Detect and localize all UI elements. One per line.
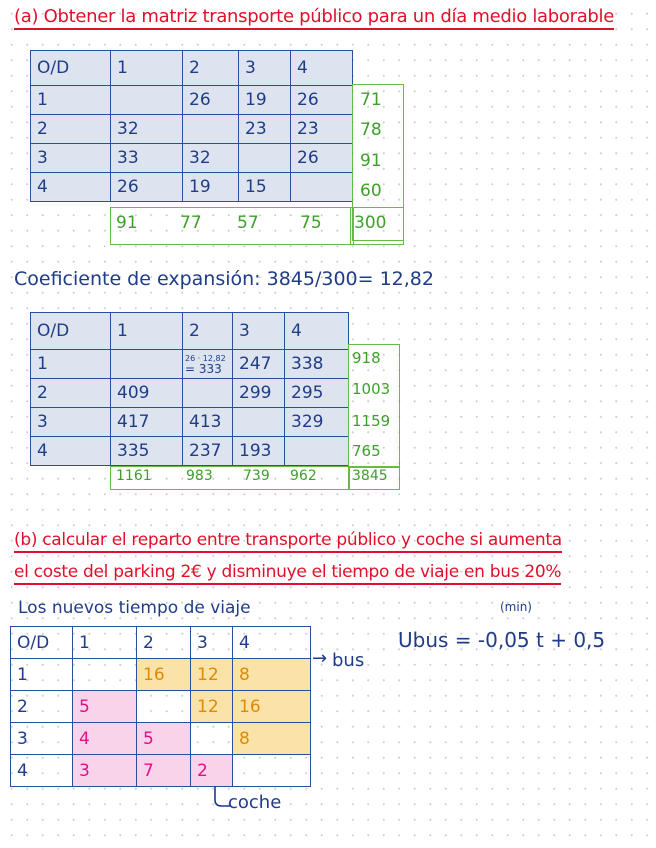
header-cell: 1 bbox=[79, 632, 90, 653]
row-label: 2 bbox=[37, 119, 48, 139]
header-cell: O/D bbox=[17, 632, 50, 653]
table-cell: 26 bbox=[117, 177, 139, 197]
row-total: 765 bbox=[352, 442, 381, 460]
table-cell: 23 bbox=[297, 119, 319, 139]
table-cell: 413 bbox=[189, 412, 222, 432]
car-label: coche bbox=[228, 792, 282, 813]
table-cell bbox=[285, 441, 291, 461]
grand-total: 300 bbox=[354, 213, 387, 233]
table-cell: 19 bbox=[189, 177, 211, 197]
table-cell bbox=[73, 665, 79, 685]
table-cell: 409 bbox=[117, 383, 150, 403]
header-cell: 4 bbox=[291, 321, 302, 341]
header-cell: 2 bbox=[143, 632, 154, 653]
table-cell: 335 bbox=[117, 441, 150, 461]
table-row bbox=[11, 755, 311, 787]
row-label: 2 bbox=[37, 383, 48, 403]
bus-label: bus bbox=[332, 650, 365, 671]
od-matrix-expanded bbox=[30, 312, 349, 466]
column-total: 1161 bbox=[116, 468, 152, 484]
table-row bbox=[11, 691, 311, 723]
table-cell: 15 bbox=[245, 177, 267, 197]
table-cell bbox=[233, 412, 239, 432]
expansion-coefficient: Coeficiente de expansión: 3845/300= 12,82 bbox=[14, 268, 434, 290]
column-total: 962 bbox=[290, 468, 317, 484]
row-label: 4 bbox=[17, 760, 28, 781]
table-cell bbox=[111, 90, 117, 110]
row-label: 3 bbox=[37, 148, 48, 168]
row-label: 2 bbox=[17, 696, 28, 717]
row-label: 3 bbox=[37, 412, 48, 432]
row-total: 78 bbox=[360, 120, 382, 140]
column-total: 75 bbox=[300, 213, 322, 233]
table-cell: 26 bbox=[297, 90, 319, 110]
table-row bbox=[31, 173, 353, 202]
row-label: 1 bbox=[37, 354, 48, 374]
header-cell: 3 bbox=[245, 58, 256, 78]
table-cell bbox=[233, 761, 239, 781]
column-total: 91 bbox=[116, 213, 138, 233]
calculation-note: 26 · 12,82 bbox=[185, 353, 226, 363]
header-cell: 3 bbox=[197, 632, 208, 653]
bus-utility-formula: Ubus = -0,05 t + 0,5 bbox=[398, 628, 606, 652]
car-time-cell: 3 bbox=[79, 760, 90, 781]
row-label: 1 bbox=[17, 664, 28, 685]
table-cell: 295 bbox=[291, 383, 324, 403]
header-cell: 1 bbox=[117, 321, 128, 341]
table-cell: 417 bbox=[117, 412, 150, 432]
car-time-cell: 7 bbox=[143, 760, 154, 781]
table-cell bbox=[191, 729, 197, 749]
row-label: 4 bbox=[37, 441, 48, 461]
travel-times-matrix bbox=[10, 626, 311, 787]
column-total: 739 bbox=[243, 468, 270, 484]
table-row bbox=[31, 86, 353, 115]
car-time-cell: 5 bbox=[79, 696, 90, 717]
car-time-cell: 5 bbox=[143, 728, 154, 749]
table-cell: 32 bbox=[117, 119, 139, 139]
header-cell: 4 bbox=[297, 58, 308, 78]
table-cell bbox=[183, 383, 189, 403]
table-cell: 329 bbox=[291, 412, 324, 432]
part-b-title-line-2: el coste del parking 2€ y disminuye el tiempo de viaje en bus 20% bbox=[14, 562, 561, 585]
header-cell: 2 bbox=[189, 321, 200, 341]
calculation-result: = 333 bbox=[185, 361, 222, 376]
arrow-right-icon: → bbox=[312, 648, 328, 669]
table-row bbox=[31, 313, 349, 350]
table-row bbox=[31, 437, 349, 466]
column-total: 77 bbox=[180, 213, 202, 233]
header-cell: O/D bbox=[37, 321, 70, 341]
table-row bbox=[31, 144, 353, 173]
bus-time-cell: 16 bbox=[239, 696, 261, 717]
new-times-label: Los nuevos tiempo de viaje bbox=[18, 598, 251, 618]
table-row bbox=[11, 723, 311, 755]
car-time-cell: 2 bbox=[197, 760, 208, 781]
table-cell bbox=[183, 119, 189, 139]
bus-time-cell: 12 bbox=[197, 664, 219, 685]
header-cell: O/D bbox=[37, 58, 70, 78]
part-a-title: (a) Obtener la matriz transporte público para un día medio laborable bbox=[14, 6, 614, 30]
table-cell: 19 bbox=[245, 90, 267, 110]
table-cell: 23 bbox=[245, 119, 267, 139]
column-total: 57 bbox=[237, 213, 259, 233]
table-cell: 247 bbox=[239, 354, 272, 374]
car-time-cell: 4 bbox=[79, 728, 90, 749]
row-total: 1159 bbox=[352, 412, 391, 430]
table-cell: 237 bbox=[189, 441, 222, 461]
table-row bbox=[31, 408, 349, 437]
od-matrix-sample bbox=[30, 50, 353, 202]
row-total: 71 bbox=[360, 90, 382, 110]
table-cell bbox=[239, 148, 245, 168]
table-cell: 26 bbox=[297, 148, 319, 168]
table-row bbox=[31, 115, 353, 144]
row-total: 918 bbox=[352, 349, 381, 367]
row-total: 60 bbox=[360, 181, 382, 201]
row-label: 4 bbox=[37, 177, 48, 197]
table-row bbox=[31, 379, 349, 408]
column-total: 983 bbox=[186, 468, 213, 484]
row-total: 91 bbox=[360, 151, 382, 171]
table-cell bbox=[111, 354, 117, 374]
table-cell: 193 bbox=[239, 441, 272, 461]
row-total: 1003 bbox=[352, 380, 391, 398]
bus-time-cell: 8 bbox=[239, 728, 250, 749]
table-cell bbox=[137, 697, 143, 717]
table-row bbox=[11, 659, 311, 691]
header-cell: 3 bbox=[239, 321, 250, 341]
header-cell: 2 bbox=[189, 58, 200, 78]
grand-total: 3845 bbox=[352, 468, 388, 484]
units-label: (min) bbox=[500, 600, 532, 614]
table-row bbox=[31, 350, 349, 379]
row-label: 3 bbox=[17, 728, 28, 749]
row-label: 1 bbox=[37, 90, 48, 110]
part-b-title-line-1: (b) calcular el reparto entre transporte público y coche si aumenta bbox=[14, 530, 562, 553]
table-row bbox=[11, 627, 311, 659]
table-cell: 26 bbox=[189, 90, 211, 110]
table-row bbox=[31, 51, 353, 86]
table-cell: 338 bbox=[291, 354, 324, 374]
header-cell: 1 bbox=[117, 58, 128, 78]
header-cell: 4 bbox=[239, 632, 250, 653]
bus-time-cell: 16 bbox=[143, 664, 165, 685]
table-cell: 299 bbox=[239, 383, 272, 403]
bus-time-cell: 12 bbox=[197, 696, 219, 717]
table-cell: 33 bbox=[117, 148, 139, 168]
table-cell: 32 bbox=[189, 148, 211, 168]
table-cell bbox=[291, 177, 297, 197]
bus-time-cell: 8 bbox=[239, 664, 250, 685]
